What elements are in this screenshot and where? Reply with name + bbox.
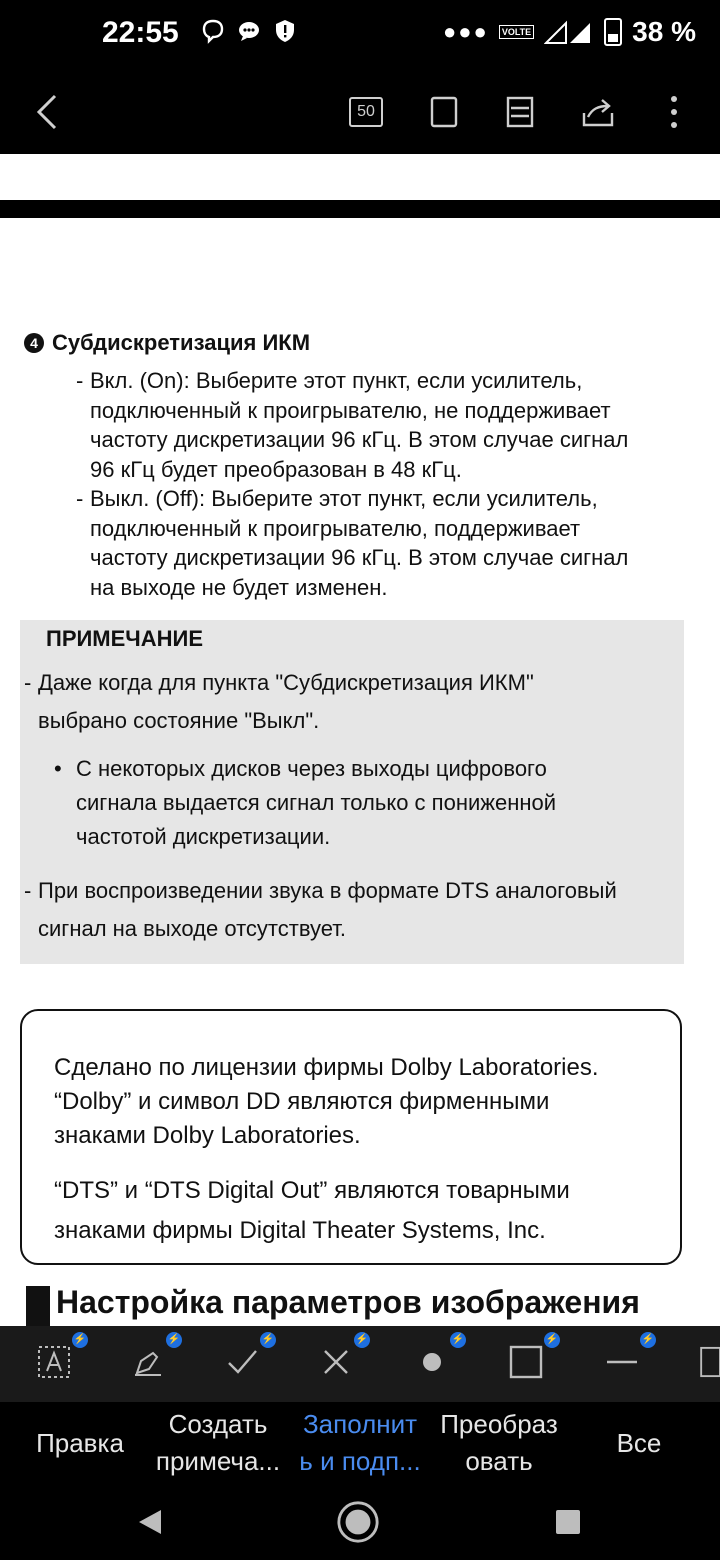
chevron-left-icon xyxy=(31,93,61,131)
cross-icon xyxy=(321,1347,351,1377)
viber-icon xyxy=(200,18,226,44)
status-time: 22:55 xyxy=(102,16,179,49)
document-page[interactable] xyxy=(0,154,720,1326)
nav-recents-button[interactable] xyxy=(546,1500,590,1544)
dot-tool[interactable] xyxy=(408,1334,465,1386)
volte-icon: VOLTE xyxy=(499,25,534,39)
heading-marker xyxy=(26,1286,50,1326)
section-title xyxy=(24,330,310,356)
share-button[interactable] xyxy=(576,90,620,134)
tab-all[interactable]: Все xyxy=(616,1427,662,1458)
text-box-icon xyxy=(37,1345,71,1379)
nav-home-button[interactable] xyxy=(336,1500,380,1544)
share-icon xyxy=(580,95,616,129)
dot-icon xyxy=(421,1351,443,1373)
section-divider xyxy=(0,200,720,218)
note-title: ПРИМЕЧАНИЕ xyxy=(46,626,204,651)
license-box xyxy=(20,1009,682,1265)
document-view-icon xyxy=(505,95,535,129)
tab-create-comment[interactable]: Создать примеча... xyxy=(155,1409,281,1476)
premium-badge: ⚡ xyxy=(640,1332,656,1348)
page-count-button[interactable] xyxy=(344,90,388,134)
note-box: ПРИМЕЧАНИЕ - Даже когда для пункта "Субдискретизация ИКМ" выбрано состояние "Выкл". • С некоторых дисков через выходы цифрового сигнала выдается сигнал только с пониженной частотой дискретизации. - При воспроизведении звука в формате DTS аналоговый сигнал на выходе отсутствует. xyxy=(20,620,684,964)
note-paragraph-2: При воспроизведении звука в формате DTS аналоговый сигнал на выходе отсутствует. xyxy=(38,878,617,941)
chat-icon xyxy=(236,18,262,44)
app-toolbar xyxy=(0,70,720,154)
fullscreen-button[interactable] xyxy=(422,90,466,134)
triangle-back-icon xyxy=(135,1507,165,1537)
fullscreen-icon xyxy=(429,95,459,129)
dolby-license: Сделано по лицензии фирмы Dolby Laboratories. “Dolby” и символ DD являются фирменными знаками Dolby Laboratories. xyxy=(54,1054,599,1149)
pen-icon xyxy=(131,1345,165,1379)
back-button[interactable] xyxy=(24,90,68,134)
more-options-button[interactable] xyxy=(652,90,696,134)
premium-badge: ⚡ xyxy=(544,1332,560,1348)
square-icon xyxy=(509,1345,543,1379)
nav-back-button[interactable] xyxy=(128,1500,172,1544)
pen-tool[interactable] xyxy=(124,1334,181,1386)
premium-badge: ⚡ xyxy=(260,1332,276,1348)
check-icon xyxy=(225,1345,259,1379)
mode-tabs xyxy=(0,1402,720,1484)
notification-icons xyxy=(200,18,298,44)
battery-level: 38 % xyxy=(632,16,696,47)
line-icon xyxy=(605,1345,639,1379)
system-nav-bar xyxy=(0,1484,720,1560)
more-notifications-icon: ●●● xyxy=(442,19,489,44)
shield-icon xyxy=(272,18,298,44)
dts-license: “DTS” и “DTS Digital Out” являются товарными знаками фирмы Digital Theater Systems, Inc. xyxy=(54,1177,570,1244)
home-circle-icon xyxy=(336,1499,380,1545)
premium-badge: ⚡ xyxy=(72,1332,88,1348)
section-title-text: Субдискретизация ИКМ xyxy=(52,330,311,355)
square-recents-icon xyxy=(555,1509,581,1535)
check-tool[interactable] xyxy=(218,1334,275,1386)
section-number: 4 xyxy=(24,333,44,353)
premium-badge: ⚡ xyxy=(354,1332,370,1348)
tab-convert[interactable]: Преобраз овать xyxy=(440,1409,558,1476)
page-count: 50 xyxy=(349,97,383,127)
annotation-toolbar xyxy=(0,1326,720,1402)
note-paragraph-1: Даже когда для пункта "Субдискретизация ИКМ" выбрано состояние "Выкл". xyxy=(38,670,534,733)
battery-icon xyxy=(604,18,622,46)
cross-tool[interactable] xyxy=(312,1334,369,1386)
next-section-heading: Настройка параметров изображения xyxy=(56,1284,640,1320)
note-bullet: С некоторых дисков через выходы цифрового сигнала выдается сигнал только с пониженной частотой дискретизации. xyxy=(76,756,557,849)
signal-icon xyxy=(544,19,594,45)
more-vert-icon xyxy=(670,95,678,129)
status-system xyxy=(443,16,696,48)
rectangle-tool[interactable] xyxy=(502,1334,559,1386)
tab-edit[interactable]: Правка xyxy=(36,1427,124,1458)
option-on: - Вкл. (On): Выберите этот пункт, если усилитель, подключенный к проигрывателю, не поддерживает частоту дискретизации 96 кГц. В этом случае сигнал 96 кГц будет преобразован в 48 кГц. xyxy=(76,368,629,482)
line-tool[interactable] xyxy=(598,1334,655,1386)
note-icon xyxy=(688,1345,720,1379)
text-box-tool[interactable] xyxy=(30,1334,87,1386)
tab-fill-and-sign[interactable]: Заполнит ь и подп... xyxy=(299,1409,421,1476)
option-off: - Выкл. (Off): Выберите этот пункт, если усилитель, подключенный к проигрывателю, поддерживает частоту дискретизации 96 кГц. В этом случае сигнал на выходе не будет изменен. xyxy=(76,486,629,600)
status-bar xyxy=(0,0,720,70)
more-tools[interactable] xyxy=(688,1338,720,1386)
view-mode-button[interactable] xyxy=(498,90,542,134)
premium-badge: ⚡ xyxy=(450,1332,466,1348)
premium-badge: ⚡ xyxy=(166,1332,182,1348)
